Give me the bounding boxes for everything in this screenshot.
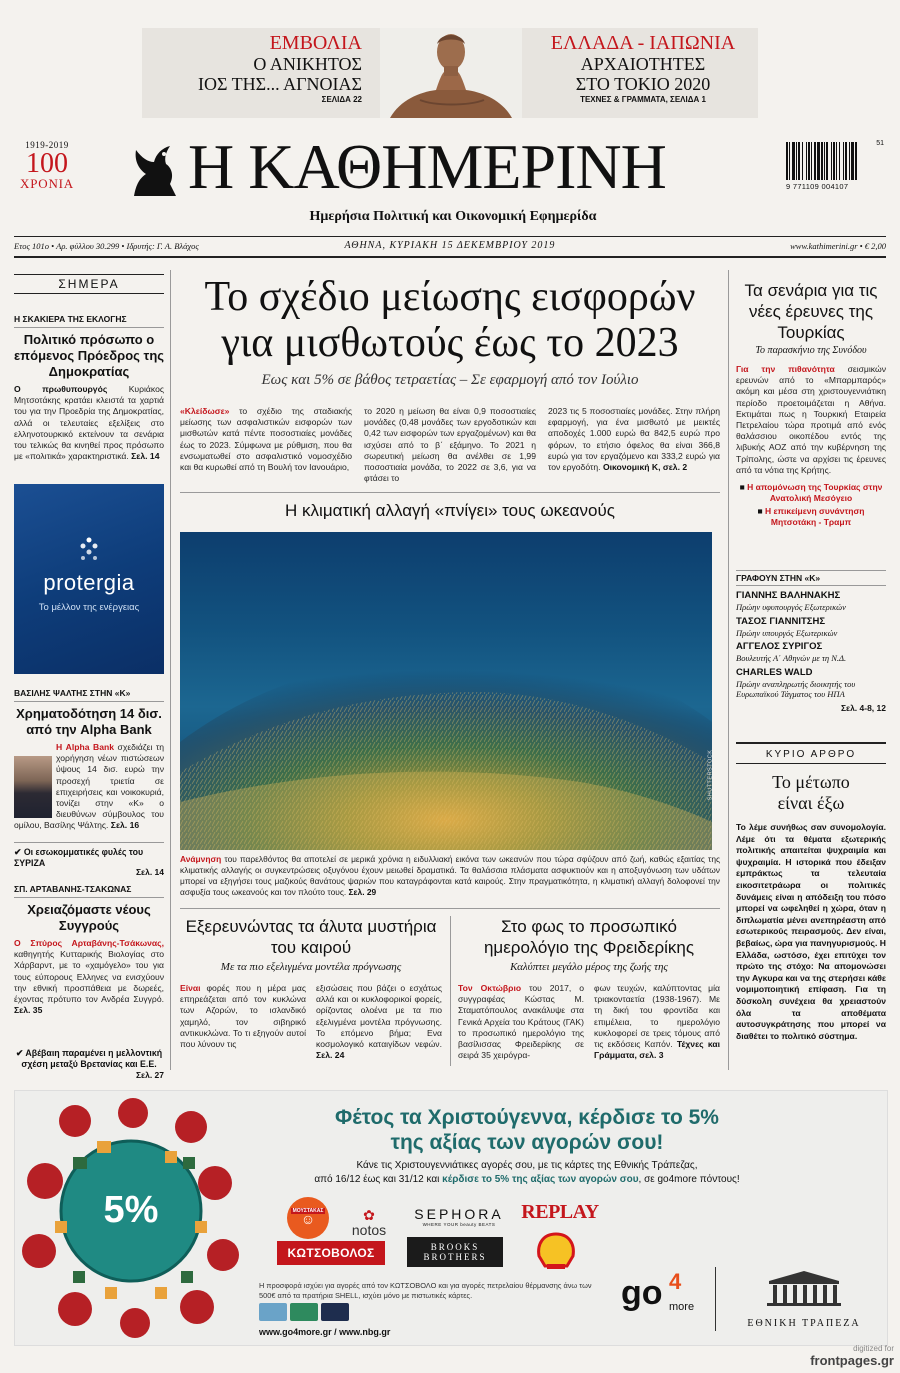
writer-role: Βουλευτής Α΄ Αθηνών με τη Ν.Δ.: [736, 653, 847, 663]
turkey-bullet1[interactable]: [736, 482, 886, 503]
photo-caption: [180, 854, 720, 898]
dateline-rule-bottom: [14, 256, 886, 258]
left-story1-page: Σελ. 14: [131, 451, 160, 462]
writer-item[interactable]: [736, 641, 886, 664]
editorial-label-box: [736, 742, 886, 764]
turkey-headline: Τα σενάρια για τις νέες έρευνες της Τουρκίας: [744, 281, 878, 342]
go4more-more-label: more: [669, 1301, 695, 1313]
frontpages-credit[interactable]: [744, 1344, 894, 1368]
left-bullet1: [14, 847, 164, 869]
weather-col1-text: φορές που η μέρα μας επηρεάζεται από τον κυκλώνα των Αζορών, το ισλανδικό χαμηλό, τον σιβηρικό αντικυκλώνα. Το τι εξηγούν αυτοί που λύνουν τις: [180, 983, 306, 1050]
promo-fine-print: Η προσφορά ισχύει για αγορές από τον ΚΩΤΣΟΒΟΛΟ και για αγορές πετρελαίου θέρμανσης άνω των 500€ από τα πρατήρια SHELL, ισχύει μόνο με πιστωτικές κάρτες.: [259, 1281, 592, 1300]
editorial-headline: Το μέτωπο είναι έξω: [772, 772, 850, 813]
diary-col2-text: φων τευχών, καλύπτοντας μία τριακονταετία (1938-1967). Με τη δική του φροντίδα και επιμέλεια, το ημερολόγιο κυκλοφορεί σε τρεις τόμους από τις εκδόσεις Καπόν.: [594, 983, 720, 1050]
today-label: ΣΗΜΕΡΑ: [58, 277, 120, 291]
left-bullet2-text: Αβέβαιη παραμένει η μελλοντική σχέση μεταξύ Βρετανίας και Ε.Ε.: [21, 1048, 163, 1069]
promo-headline-line1: Φέτος τα Χριστούγεννα, κέρδισε το 5%: [335, 1106, 719, 1129]
left-story2-text: σχεδιάζει τη χορήγηση νέων πιστώσεων ύψους 14 δισ. ευρώ την προσεχή τριετία σε επιχειρήσεις και νοικοκυριά, τονίζει στην «Κ» ο διευθύνων σύμβουλος του ομίλου, Βασίλης Ψάλτης.: [14, 742, 165, 831]
teaser-right-title: ΕΛΛΑΔΑ - ΙΑΠΩΝΙΑ: [550, 32, 736, 54]
diary-page: Τέχνες και Γράμματα, σελ. 3: [594, 1039, 721, 1061]
writer-role: Πρώην αναπληρωτής διοικητής του Ευρωπαϊκού Τάγματος του ΗΠΑ: [736, 678, 856, 699]
weather-headline: Εξερευνώντας τα άλυτα μυστήρια του καιρού: [185, 917, 437, 957]
promo-body: [247, 1159, 807, 1187]
statue-image: [380, 28, 522, 118]
teaser-right-line2: ΣΤΟ ΤΟΚΙΟ 2020: [575, 74, 711, 94]
psaltis-portrait: [14, 756, 52, 818]
barcode-issue-code: 51: [876, 140, 884, 147]
main-col1-lead: «Κλείδωσε»: [180, 406, 230, 416]
photo-headline[interactable]: Η κλιματική αλλαγή «πνίγει» τους ωκεανούς: [285, 501, 615, 520]
go4more-label: go: [621, 1274, 663, 1312]
left-bullet2-page: Σελ. 27: [135, 1070, 164, 1080]
moustakas-badge-icon: [287, 1197, 329, 1239]
moustakas-logo[interactable]: [281, 1195, 335, 1241]
promo-headline: [247, 1105, 807, 1155]
center-divider: [450, 916, 451, 1066]
main-headline-line2: για μισθωτούς έως το 2023: [221, 320, 679, 366]
weather-subhead: Με τα πιο εξελιγμένα μοντέλα πρόγνωσης: [220, 961, 402, 973]
promo-headline-line2: της αξίας των αγορών σου!: [390, 1131, 664, 1154]
left-story1-headline: Πολιτικό πρόσωπο ο επόμενος Πρόεδρος της Δημοκρατίας: [14, 332, 165, 379]
editorial-label: ΚΥΡΙΟ ΑΡΘΡΟ: [765, 749, 857, 760]
left-story3-body: [14, 938, 164, 1016]
main-subhead: Εως και 5% σε βάθος τετραετίας – Σε εφαρμογή από τον Ιούλιο: [261, 372, 639, 388]
photo-caption-text: του παρελθόντος θα αποτελεί σε μερικά χρόνια η ειδυλλιακή εικόνα των ωκεανών που τώρα σφύζουν από ζωή, καθώς εξαιτίας της κλιματικής αλλαγής οι συγκεντρώσεις οξυγόνου έχουν μειωθεί δραματικά. Τα θαλάσσια πλάσματα ασφυκτιούν και η αποξυγόνωση των υδάτων μπορεί να εξηγήσει τους μαζικούς θανάτους ψαριών που καταγράφονται κατά καιρούς. Στην πραγματικότητα, η κλιματική αλλαγή δολοφονεί την ασφυξία τους ωκεανούς και τον πλούτο τους.: [180, 854, 721, 897]
right-column-divider: [728, 270, 729, 1070]
anniversary-hundred: 100: [26, 148, 68, 179]
notos-logo[interactable]: [341, 1201, 397, 1245]
left-story1-body: [14, 384, 164, 462]
left-story-alpha[interactable]: [14, 688, 164, 832]
teaser-right-line1: ΑΡΧΑΙΟΤΗΤΕΣ: [580, 54, 706, 74]
barcode: [786, 140, 886, 195]
square-bullet-icon: ■: [739, 482, 745, 493]
dateline-right[interactable]: www.kathimerini.gr • € 2,00: [790, 241, 886, 251]
main-col3-page: Οικονομική Κ, σελ. 2: [602, 462, 688, 473]
writer-name: ΓΙΑΝΝΗΣ ΒΑΛΗΝΑΚΗΣ: [736, 590, 841, 601]
ocean-photo: [180, 532, 712, 850]
shell-logo[interactable]: [531, 1229, 581, 1273]
promo-body-line2b: κέρδισε το 5% της αξίας των αγορών σου: [442, 1174, 639, 1185]
weather-page: Σελ. 24: [316, 1050, 345, 1061]
writer-item[interactable]: [736, 616, 886, 639]
writers-list: [736, 590, 886, 700]
turkey-text: σεισμικών ερευνών από το «Μπαρμπαρός» ακόμη και μέσα στη χριστουγεννιάτικη περίοδο προετοιμάζεται η Αθήνα. Εκτιμάται πως η Τουρκική Εταιρεία Πετρελαίου τώρα προτιμά από ενός θαλάσσιου οικοπέδου εντός της λιβυκής ΑΟΖ από την κυβέρνηση της Τρίπολης, ώστε να αρχίσει τις έρευνες από τα νότια της Κρήτης.: [736, 364, 886, 475]
editorial-body: Το λέμε συνήθως σαν συνομολογία. Λέμε ότι τα θέματα εξωτερικής πολιτικής απαιτείται ψυχραιμία και ψυχραιμία. Η ιστορικά που έδειξαν εμπράκτως τα τελευταία εικοσιτετράωρα οι πολιτικές δυνάμεις είναι η απόδειξη του πόσο μπορεί να ωφεληθεί η χώρα, όταν η διπλωματία μένει ανεπηρέαστη από εσωτερικούς πειρασμούς. Δεν είναι, βεβαίως, ώρα για πανηγυρισμούς. Η Ελλάδα, ωστόσο, έχει επιτύχει τον πρώτο της στόχο: Να απομονώσει την Αγκυρα και να της στερήσει κάθε νομιμοποιητική επίφαση. Για τη δύσκολη συνέχεια θα χρειαστούν όλα τα αποθέματα αυτοσυγκράτησης που μπορεί να διαθέτει το πολιτικό σύστημα.: [736, 822, 886, 1041]
go4more-four-icon: 4: [669, 1269, 682, 1294]
main-col1: [180, 406, 352, 484]
diary-headline: Στο φως το προσωπικό ημερολόγιο της Φρειδερίκης: [483, 917, 695, 957]
main-col1-text: το σχέδιο της σταδιακής μείωσης των ασφαλιστικών εισφορών των μισθωτών κατά πέντε ποσοστιαίες μονάδες έως το 2023. Σύμφωνα με ρύθμιση, που θα ενσωματωθεί στο ασφαλιστικό νομοσχέδιο και θα κυρωθεί από τη Βουλή τον Ιανουάριο,: [180, 406, 353, 473]
anniversary-label: ΧΡΟΝΙΑ: [20, 176, 74, 191]
left-story1-lead: Ο πρωθυπουργός: [14, 384, 108, 394]
dateline-center: ΑΘΗΝΑ, ΚΥΡΙΑΚΗ 15 ΔΕΚΕΜΒΡΙΟΥ 2019: [344, 240, 556, 251]
promo-body-line1: Κάνε τις Χριστουγεννιάτικες αγορές σου, με τις κάρτες της Εθνικής Τράπεζας,: [356, 1160, 698, 1171]
protergia-tagline: Το μέλλον της ενέργειας: [38, 602, 140, 613]
turkey-lead: Για την πιθανότητα: [736, 364, 835, 374]
kotsovolos-label: ΚΩΤΣΟΒΟΛΟΣ: [287, 1246, 375, 1260]
left-story2-headline: Χρηματοδότηση 14 δισ. από την Alpha Bank: [16, 706, 162, 737]
protergia-ad[interactable]: [14, 484, 164, 674]
protergia-brand: protergia: [43, 570, 135, 595]
bank-divider: [715, 1267, 716, 1331]
weather-col2: [316, 983, 442, 1061]
photo-caption-page: Σελ. 29: [348, 887, 377, 897]
checkmark-icon: ✔: [15, 1048, 24, 1058]
left-story1-text: Κυριάκος Μητσοτάκης κρατάει κλειστά τα χαρτιά του για την Προεδρία της Δημοκρατίας, αλλά οι τελευταίες εξελίξεις στο ελληνοτουρκικό εκτείνουν τα σενάρια του τελικώς θα κινηθεί προς πρόσωπο με «πολιτικά» χαρακτηριστικά.: [14, 384, 165, 462]
shell-icon: [535, 1232, 577, 1270]
main-col3-text: 2023 τις 5 ποσοστιαίες μονάδες. Στην πλήρη εφαρμογή, για ένα μισθωτό με μεικτές αποδοχές 1.000 ευρώ θα 842,5 ευρώ προ φόρων, το ετήσιο όφελος θα είναι 366,8 ευρώ για τον εργαζόμενο και 333,2 ευρώ για τον εργοδότη.: [548, 406, 720, 473]
turkey-body: [736, 364, 886, 476]
left-bullet2: [14, 1048, 164, 1070]
left-bullet-brexit[interactable]: [14, 1048, 164, 1080]
turkey-subhead: Το παρασκήνιο της Συνόδου: [755, 345, 867, 356]
diary-col1: [458, 983, 584, 1061]
barcode-bars: [786, 142, 874, 180]
national-bank-logo[interactable]: [729, 1269, 879, 1333]
writer-name: ΤΑΣΟΣ ΓΙΑΝΝΙΤΣΗΣ: [736, 615, 826, 627]
card-icon: [290, 1303, 318, 1321]
protergia-logo-icon: [77, 536, 101, 564]
diary-col1-text: του 2017, ο συγγραφέας Κώστας Μ. Σταματόπουλος ανακάλυψε στα Γενικά Αρχεία του Κράτους (ΓΑΚ) το προσωπικό ημερολόγιο της βασίλισσας Φρειδερίκης σε σειρά 35 χειρόγρα-: [458, 983, 585, 1061]
sphinx-emblem-icon: [120, 140, 182, 200]
barcode-bar: [857, 142, 858, 180]
newspaper-title[interactable]: Η ΚΑΘΗΜΕΡΙΝΗ: [188, 131, 666, 202]
left-story3-headline: Χρειαζόμαστε νέους Συγγρούς: [27, 902, 151, 933]
today-label-box: [14, 274, 164, 294]
smile-icon: ☺: [300, 1213, 316, 1228]
photo-top-rule: [180, 492, 720, 493]
turkey-bullet2-text: Η επικείμενη συνάντηση Μητσοτάκη - Τραμπ: [765, 506, 865, 527]
left-story3-kicker: ΣΠ. ΑΡΤΑΒΑΝΗΣ-ΤΣΑΚΩΝΑΣ: [14, 884, 164, 898]
left-story3-lead: Ο Σπύρος Αρταβάνης-Τσάκωνας,: [14, 938, 164, 948]
left-story-president[interactable]: [14, 314, 164, 462]
photo-caption-lead: Ανάμνηση: [180, 854, 222, 864]
bank-label: ΕΘΝΙΚΗ ΤΡΑΠΕΖΑ: [747, 1318, 861, 1329]
go4more-logo[interactable]: [619, 1269, 705, 1329]
card-images: [259, 1303, 349, 1321]
left-bullet-syriza[interactable]: [14, 842, 164, 877]
left-story-syngros[interactable]: [14, 884, 164, 1016]
ornament-cluster: [15, 1091, 245, 1345]
diary-story[interactable]: [458, 916, 720, 1061]
writer-name: ΑΓΓΕΛΟΣ ΣΥΡΙΓΟΣ: [736, 641, 823, 652]
left-bullet1-page: Σελ. 14: [135, 867, 164, 877]
weather-story[interactable]: [180, 916, 442, 1061]
writer-item[interactable]: [736, 667, 886, 700]
main-headline[interactable]: [176, 274, 724, 366]
left-story3-page: Σελ. 35: [14, 1005, 43, 1016]
promo-url[interactable]: www.go4more.gr / www.nbg.gr: [259, 1327, 391, 1337]
credit-line1: digitized for: [853, 1344, 894, 1353]
card-icon: [321, 1303, 349, 1321]
weather-col1: [180, 983, 306, 1061]
teaser-left-title: ΕΜΒΟΛΙΑ: [269, 32, 362, 54]
left-column: [14, 270, 164, 294]
diary-col2: [594, 983, 720, 1061]
teaser-left-line1: Ο ΑΝΙΚΗΤΟΣ: [253, 54, 362, 74]
left-story1-kicker: Η ΣΚΑΚΙΕΡΑ ΤΗΣ ΕΚΛΟΓΗΣ: [14, 314, 164, 328]
turkey-bullet1-text: Η απομόνωση της Τουρκίας στην Ανατολική Μεσόγειο: [747, 482, 883, 503]
barcode-number: 9 771109 004107: [786, 182, 849, 191]
teaser-right-page: ΤΕΧΝΕΣ & ΓΡΑΜΜΑΤΑ, ΣΕΛΙΔΑ 1: [580, 95, 706, 104]
replay-logo[interactable]: [515, 1197, 605, 1227]
photo-credit: SHUTTERSTOCK: [707, 749, 714, 801]
photo-bottom-rule: [180, 908, 720, 909]
writers-box: [736, 570, 886, 713]
brooks-label: BROOKS: [430, 1242, 480, 1252]
left-bullet1-text: Οι εσωκομματικές φυλές του ΣΥΡΙΖΑ: [14, 847, 144, 868]
anniversary-badge: [14, 140, 80, 191]
flower-icon: ✿: [363, 1207, 375, 1223]
dateline-rule-top: [14, 236, 886, 237]
right-story-turkey[interactable]: [736, 280, 886, 527]
writer-role: Πρώην υπουργός Εξωτερικών: [736, 627, 838, 638]
editorial[interactable]: [736, 742, 886, 1042]
writers-label: ΓΡΑΦΟΥΝ ΣΤΗΝ «Κ»: [736, 570, 886, 586]
teaser-left[interactable]: [150, 32, 362, 116]
main-headline-line1: Το σχέδιο μείωσης εισφορών: [204, 274, 696, 320]
left-story2-page: Σελ. 16: [110, 820, 140, 831]
turkey-bullet2[interactable]: [736, 506, 886, 527]
kotsovolos-logo[interactable]: [277, 1241, 385, 1265]
brooks-brothers-logo[interactable]: [407, 1237, 503, 1267]
main-body: [180, 406, 720, 484]
main-col3: [548, 406, 720, 484]
teaser-left-line2: ΙΟΣ ΤΗΣ... ΑΓΝΟΙΑΣ: [198, 74, 362, 94]
writer-role: Πρώην υφυπουργός Εξωτερικών: [736, 602, 846, 612]
newspaper-subtitle: Ημερήσια Πολιτική και Οικονομική Εφημερίδα: [309, 209, 597, 224]
promo-body-line2c: , σε go4more πόντους!: [638, 1174, 740, 1185]
brothers-label: BROTHERS: [423, 1252, 487, 1262]
weather-lead: Είναι: [180, 983, 201, 993]
promo-banner[interactable]: [14, 1090, 888, 1346]
teaser-right[interactable]: [532, 32, 754, 116]
moustakas-label: ΜΟΥΣΤΑΚΑΣ: [292, 1208, 324, 1214]
replay-label: REPLAY: [521, 1200, 599, 1223]
writers-page: Σελ. 4-8, 12: [840, 702, 886, 713]
sephora-tagline: WHERE YOUR beauty BEATS: [422, 1221, 496, 1227]
main-col2: το 2020 η μείωση θα είναι 0,9 ποσοστιαίες μονάδες (0,48 μονάδες των εργοδοτικών και 0,42 των εισφορών των εργαζομένων) και θα ισχύσει από το β΄ εξάμηνο. Το 2021 η σωρευτική μείωση θα ανέλθει σε 1,99 ποσοστιαία μονάδα, το 2022 σε 3,6, για να φτάσει το: [364, 406, 536, 484]
diary-subhead: Καλύπτει μεγάλο μέρος της ζωής της: [510, 961, 668, 973]
left-story2-kicker: ΒΑΣΙΛΗΣ ΨΑΛΤΗΣ ΣΤΗΝ «Κ»: [14, 688, 164, 702]
weather-col2-text: εξισώσεις που βάζει ο εσχάτως αλλά και οι κυκλοφορικοί φορείς, ορίζοντας ολοένα με τα πιο εξελιγμένα μοντέλα πρόγνωσης. Το επόμενο βήμα; Ενα κοσμολογικό καταιγίδων νεφών.: [316, 983, 442, 1050]
left-story3-text: καθηγητής Κυτταρικής Βιολογίας στο Χάρβαρντ, με το «χαμόγελο» του για τους εύπορους Ελληνες να ενισχύουν την εθνική προσπάθεια με δωρεές, έχοντας πρότυπο τον Ανδρέα Συγγρό.: [14, 949, 164, 1005]
credit-line2: frontpages.gr: [810, 1353, 894, 1368]
bank-building-icon: [729, 1269, 879, 1309]
promo-body-line2a: από 16/12 έως και 31/12 και: [314, 1174, 440, 1185]
notos-label: notos: [351, 1222, 387, 1238]
ornament-text: 5%: [103, 1189, 159, 1231]
square-bullet-icon: ■: [757, 506, 763, 517]
checkmark-icon: ✔: [14, 847, 22, 857]
diary-lead: Τον Οκτώβριο: [458, 983, 522, 993]
anniversary-years: 1919-2019: [25, 140, 69, 150]
left-story2-lead: Η Alpha Bank: [56, 742, 115, 752]
writer-name: CHARLES WALD: [736, 666, 813, 678]
teaser-left-page: ΣΕΛΙΔΑ 22: [321, 95, 362, 104]
writer-item[interactable]: [736, 590, 886, 613]
left-column-divider: [170, 270, 171, 1070]
card-icon: [259, 1303, 287, 1321]
dateline-left: Ετος 101ο • Αρ. φύλλου 30.299 • Ιδρυτής: Γ. Α. Βλάχος: [14, 241, 199, 251]
sephora-label: SEPHORA: [414, 1205, 504, 1222]
sephora-logo[interactable]: [411, 1199, 507, 1233]
